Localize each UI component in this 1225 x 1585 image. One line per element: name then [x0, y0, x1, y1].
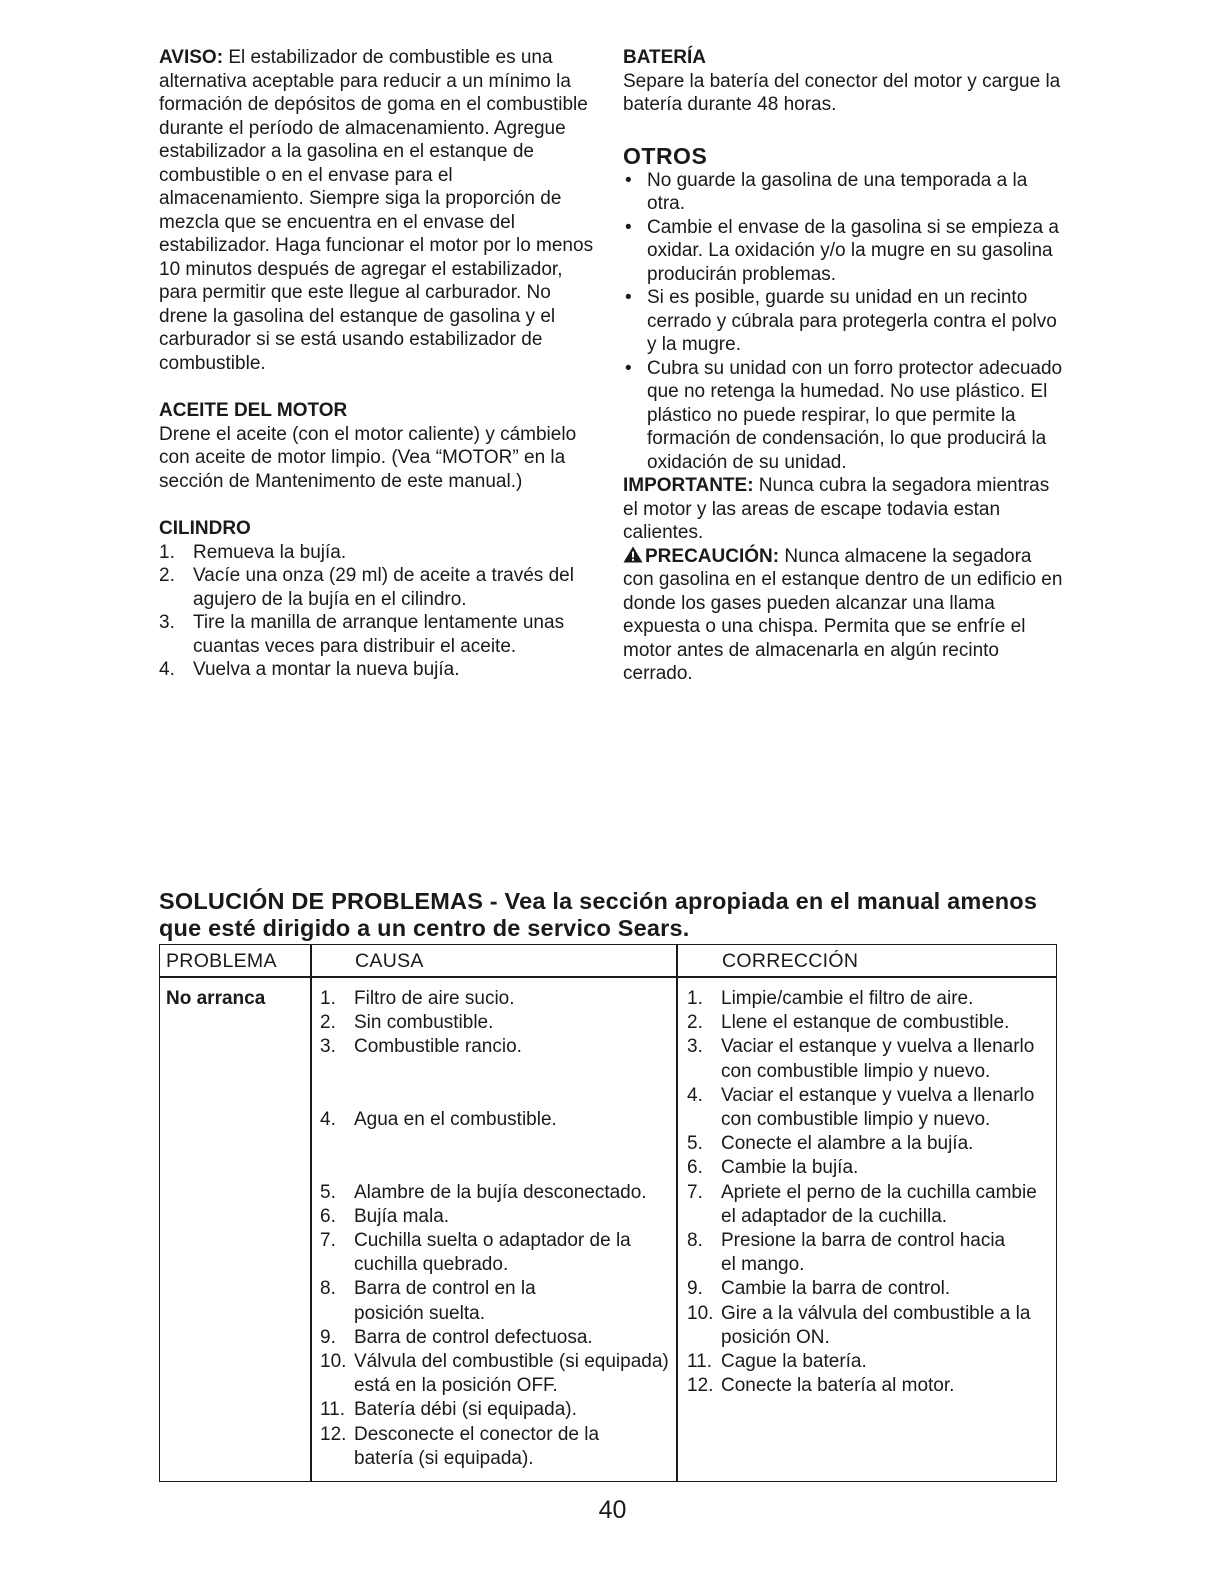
cilindro-steps [159, 541, 599, 682]
otros-item: • Si es posible, guarde su unidad en un recinto cerrado y cúbrala para protegerla contra el polvo y la mugre. [625, 287, 1057, 355]
correction-item: 3. Vaciar el estanque y vuelva a llenarlo con combustible limpio y nuevo. [687, 1036, 1035, 1082]
cause-item: 9. Barra de control defectuosa. [320, 1326, 593, 1348]
cause-item: 3. Combustible rancio. [320, 1036, 522, 1058]
cause-item: 2. Sin combustible. [320, 1012, 494, 1034]
correction-item: 5. Conecte el alambre a la bujía. [687, 1133, 974, 1155]
cilindro-step: 3. Tire la manilla de arranque lentamente unas cuantas veces para distribuir el aceite. [159, 612, 565, 657]
correction-item: 2. Llene el estanque de combustible. [687, 1012, 1010, 1034]
correction-item: 9. Cambie la barra de control. [687, 1278, 951, 1300]
page-number: 40 [598, 1496, 627, 1524]
troubleshooting-title: SOLUCIÓN DE PROBLEMAS - Vea la sección apropiada en el manual amenos que esté dirigido a un centro de servico Sears. [159, 888, 1038, 941]
correction-item: 11. Cague la batería. [687, 1351, 867, 1373]
cause-list [316, 987, 676, 1471]
otros-item: • No guarde la gasolina de una temporada a la otra. [625, 169, 1028, 214]
aviso-text: El estabilizador de combustible es una alternativa aceptable para reducir a un mínimo la formación de depósitos de goma en el combustible durante el período de almacenamiento. Agregue estabilizador a la gasolina en el estanque de combustible o en el envase para el almacenamiento. Siempre siga la proporción de mezcla que se encuentra en el envase del estabilizador. Haga funcionar el motor por lo menos 10 minutos después de agregar el estabilizador, para permitir que este llegue al carburador. No drene la gasolina del estanque de gasolina y el carburador si se está usando estabilizador de combustible. [159, 47, 594, 374]
aviso-label: AVISO: [159, 47, 224, 68]
correction-item: 8. Presione la barra de control hacia el mango. [687, 1230, 1006, 1276]
warning-triangle-icon [623, 546, 643, 563]
cause-item: 5. Alambre de la bujía desconectado. [320, 1181, 647, 1203]
cause-item: 10. Válvula del combustible (si equipada) está en la posición OFF. [320, 1351, 669, 1397]
cilindro-heading: CILINDRO [159, 518, 251, 539]
right-column [623, 46, 1063, 686]
otros-item: • Cubra su unidad con un forro protector adecuado que no retenga la humedad. No use plástico. El plástico no puede respirar, lo que permite la formación de condensación, lo que producirá la oxidación de su unidad. [625, 357, 1063, 473]
importante-label: IMPORTANTE: [623, 475, 754, 496]
header-causa: CAUSA [355, 950, 424, 972]
cause-item: 7. Cuchilla suelta o adaptador de la cuchilla quebrado. [320, 1230, 631, 1276]
precaucion-label: PRECAUCIÓN: [645, 545, 780, 567]
troubleshooting-table [159, 944, 1057, 1482]
correction-item: 1. Limpie/cambie el filtro de aire. [687, 988, 974, 1009]
otros-item: • Cambie el envase de la gasolina si se empieza a oxidar. La oxidación y/o la mugre en su gasolina producirán problemas. [625, 216, 1059, 285]
correction-list [683, 987, 1055, 1398]
bateria-heading: BATERÍA [623, 47, 707, 68]
precaucion-text: Nunca almacene la segadora con gasolina en el estanque dentro de un edificio en donde los gases pueden alcanzar una llama expuesta o una chispa. Permita que se enfríe el motor antes de almacenarla en algún recinto cerrado. [623, 545, 1063, 684]
otros-heading: OTROS [623, 142, 708, 169]
otros-list [623, 169, 1063, 475]
bateria-text: Separe la batería del conector del motor y cargue la batería durante 48 horas. [623, 70, 1061, 115]
aceite-text: Drene el aceite (con el motor caliente) y cámbielo con aceite de motor limpio. (Vea “MOTOR” en la sección de Mantenimento de este manual.) [159, 423, 577, 492]
left-column [159, 46, 599, 682]
cilindro-step: 1. Remueva la bujía. [159, 541, 347, 563]
cause-item: 4. Agua en el combustible. [320, 1109, 557, 1130]
aceite-heading: ACEITE DEL MOTOR [159, 400, 348, 421]
correction-item: 6. Cambie la bujía. [687, 1157, 859, 1179]
problem-cell: No arranca [166, 988, 266, 1009]
header-problema: PROBLEMA [166, 950, 277, 972]
cause-item: 1. Filtro de aire sucio. [320, 988, 515, 1009]
correction-item: 10. Gire a la válvula del combustible a la posición ON. [687, 1302, 1031, 1348]
cause-item: 8. Barra de control en la posición suelta. [320, 1278, 536, 1324]
cilindro-step: 4. Vuelva a montar la nueva bujía. [159, 659, 460, 680]
aviso-paragraph [159, 46, 599, 375]
correction-item: 7. Apriete el perno de la cuchilla cambie el adaptador de la cuchilla. [687, 1181, 1037, 1227]
correction-item: 4. Vaciar el estanque y vuelva a llenarlo con combustible limpio y nuevo. [687, 1084, 1035, 1131]
correction-item: 12. Conecte la batería al motor. [687, 1375, 955, 1397]
cilindro-step: 2. Vacíe una onza (29 ml) de aceite a través del agujero de la bujía en el cilindro. [159, 565, 574, 610]
cause-item: 11. Batería débi (si equipada). [320, 1399, 577, 1421]
importante-text: Nunca cubra la segadora mientras el motor y las areas de escape todavia estan calientes. [623, 475, 1050, 543]
cause-item: 12. Desconecte el conector de la batería (si equipada). [320, 1423, 600, 1469]
importante-paragraph [623, 474, 1063, 545]
cause-item: 6. Bujía mala. [320, 1205, 450, 1227]
header-correccion: CORRECCIÓN [722, 950, 859, 972]
precaucion-paragraph [623, 545, 1063, 686]
